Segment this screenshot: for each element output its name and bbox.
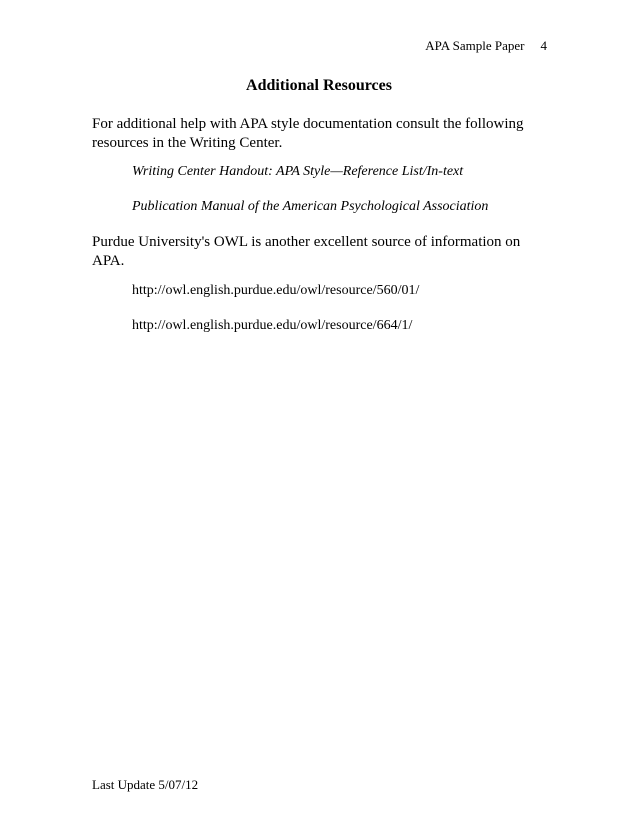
page-header: [425, 38, 547, 54]
page-number: 4: [540, 38, 547, 53]
page-title-text: Additional Resources: [246, 77, 392, 94]
resource-item-handout: Writing Center Handout: APA Style—Reference List/In-text: [132, 164, 464, 179]
page-footer: Last Update 5/07/12: [92, 777, 199, 792]
page-title: [0, 77, 638, 95]
owl-paragraph: Purdue University's OWL is another excellent source of information on APA.: [92, 234, 521, 269]
intro-paragraph: For additional help with APA style documentation consult the following resources in the Writing Center.: [92, 116, 524, 151]
owl-link-2[interactable]: http://owl.english.purdue.edu/owl/resource/664/1/: [132, 318, 413, 333]
owl-link-1[interactable]: http://owl.english.purdue.edu/owl/resource/560/01/: [132, 283, 420, 298]
resource-item-manual: Publication Manual of the American Psychological Association: [132, 199, 489, 214]
running-head: APA Sample Paper: [425, 38, 525, 53]
